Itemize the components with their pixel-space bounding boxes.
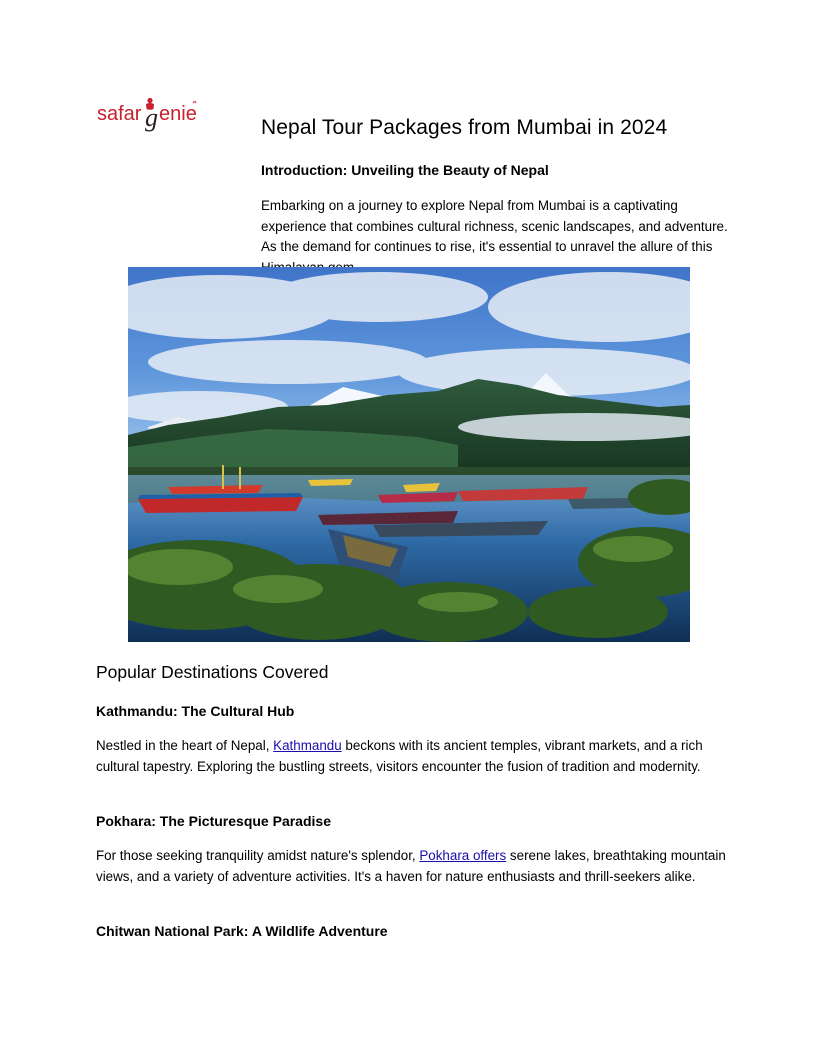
intro-paragraph: Embarking on a journey to explore Nepal from Mumbai is a captivating experience that combines cultural richness, scenic landscapes, and adventure. As the demand for continues to rise, it's essential to unravel the allure of this [261,198,728,254]
svg-text:g: g [145,103,158,132]
chitwan-heading: Chitwan National Park: A Wildlife Adventure [96,923,388,939]
kathmandu-text-before: Nestled in the heart of Nepal, [96,738,274,753]
pokhara-paragraph [96,846,726,887]
pokhara-text-before: For those seeking tranquility amidst nature's splendor, [96,848,420,863]
intro-heading: Introduction: Unveiling the Beauty of Nepal [261,162,549,178]
lake-mountain-boats-photo [128,267,690,642]
kathmandu-heading: Kathmandu: The Cultural Hub [96,703,295,719]
section-title-popular-destinations: Popular Destinations Covered [96,662,329,682]
pokhara-text-after: serene lakes, breathtaking mountain views, and a variety of adventure activities. It's a haven for nature enthusiasts and thrill-seekers alike. [96,848,726,884]
safargenie-logo [97,96,199,136]
pokhara-heading: Pokhara: The Picturesque Paradise [96,813,331,829]
kathmandu-paragraph [96,736,726,777]
pokhara-link[interactable]: Pokhara offers [419,848,507,863]
kathmandu-text-after: beckons with its ancient temples, vibrant markets, and a rich cultural tapestry. Exploring the bustling streets, visitors encounter the fusion of tradition and modernity. [96,738,703,774]
logo-text-right: enie [159,103,197,125]
page-title: Nepal Tour Packages from Mumbai in 2024 [261,116,668,139]
kathmandu-link[interactable]: Kathmandu [273,738,342,753]
logo-text-left: safar [97,103,142,125]
